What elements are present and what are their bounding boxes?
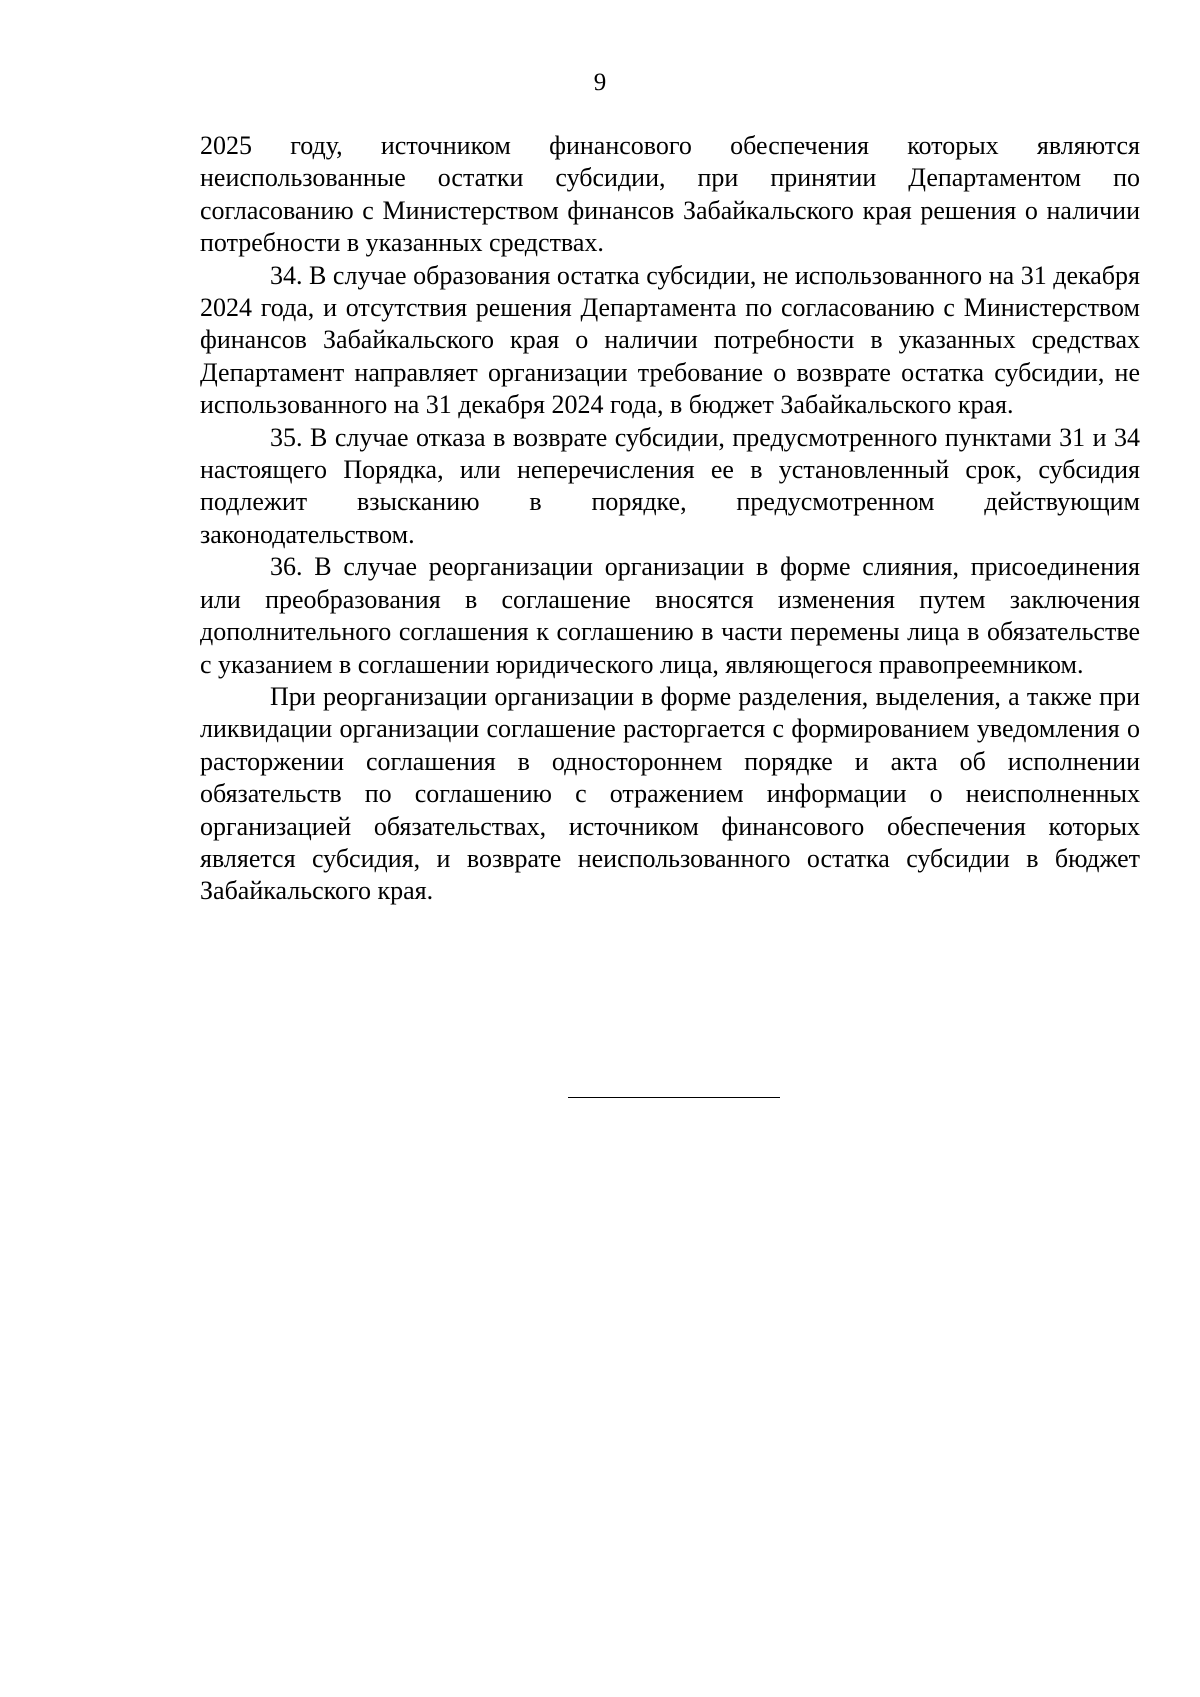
document-body — [200, 130, 1140, 908]
paragraph-item-36: 36. В случае реорганизации организации в форме слияния, присоединения или преобразования в соглашение вносятся изменения путем заключения дополнительного соглашения к соглашению в части перемены лица в обязательстве с указанием в соглашении юридического лица, являющегося правопреемником. — [200, 552, 1140, 679]
paragraph-continuation: 2025 году, источником финансового обеспечения которых являются неиспользованные остатки субсидии, при принятии Департаментом по согласованию с Министерством финансов Забайкальского края решения о наличии потребности в указанных средствах. — [200, 131, 1140, 258]
paragraph-item-35: 35. В случае отказа в возврате субсидии, предусмотренного пунктами 31 и 34 настоящего Порядка, или неперечисления ее в установленный срок, субсидия подлежит взысканию в порядке, предусмотренном действующим законодательством. — [200, 422, 1140, 549]
paragraph-reorganization: При реорганизации организации в форме разделения, выделения, а также при ликвидации организации соглашение расторгается с формированием уведомления о расторжении соглашения в одностороннем порядке и акта об исполнении обязательств по соглашению с отражением информации о неисполненных организацией обязательствах, источником финансового обеспечения которых является субсидия, и возврате неиспользованного остатка субсидии в бюджет Забайкальского края. — [200, 681, 1140, 906]
page-number: 9 — [593, 69, 607, 96]
end-of-document-rule — [568, 1097, 780, 1098]
paragraph-item-34: 34. В случае образования остатка субсидии, не использованного на 31 декабря 2024 года, и отсутствия решения Департамента по согласованию с Министерством финансов Забайкальского края о наличии потребности в указанных средствах Департамент направляет организации требование о возврате остатка субсидии, не использованного на 31 декабря 2024 года, в бюджет Забайкальского края. — [200, 260, 1140, 420]
